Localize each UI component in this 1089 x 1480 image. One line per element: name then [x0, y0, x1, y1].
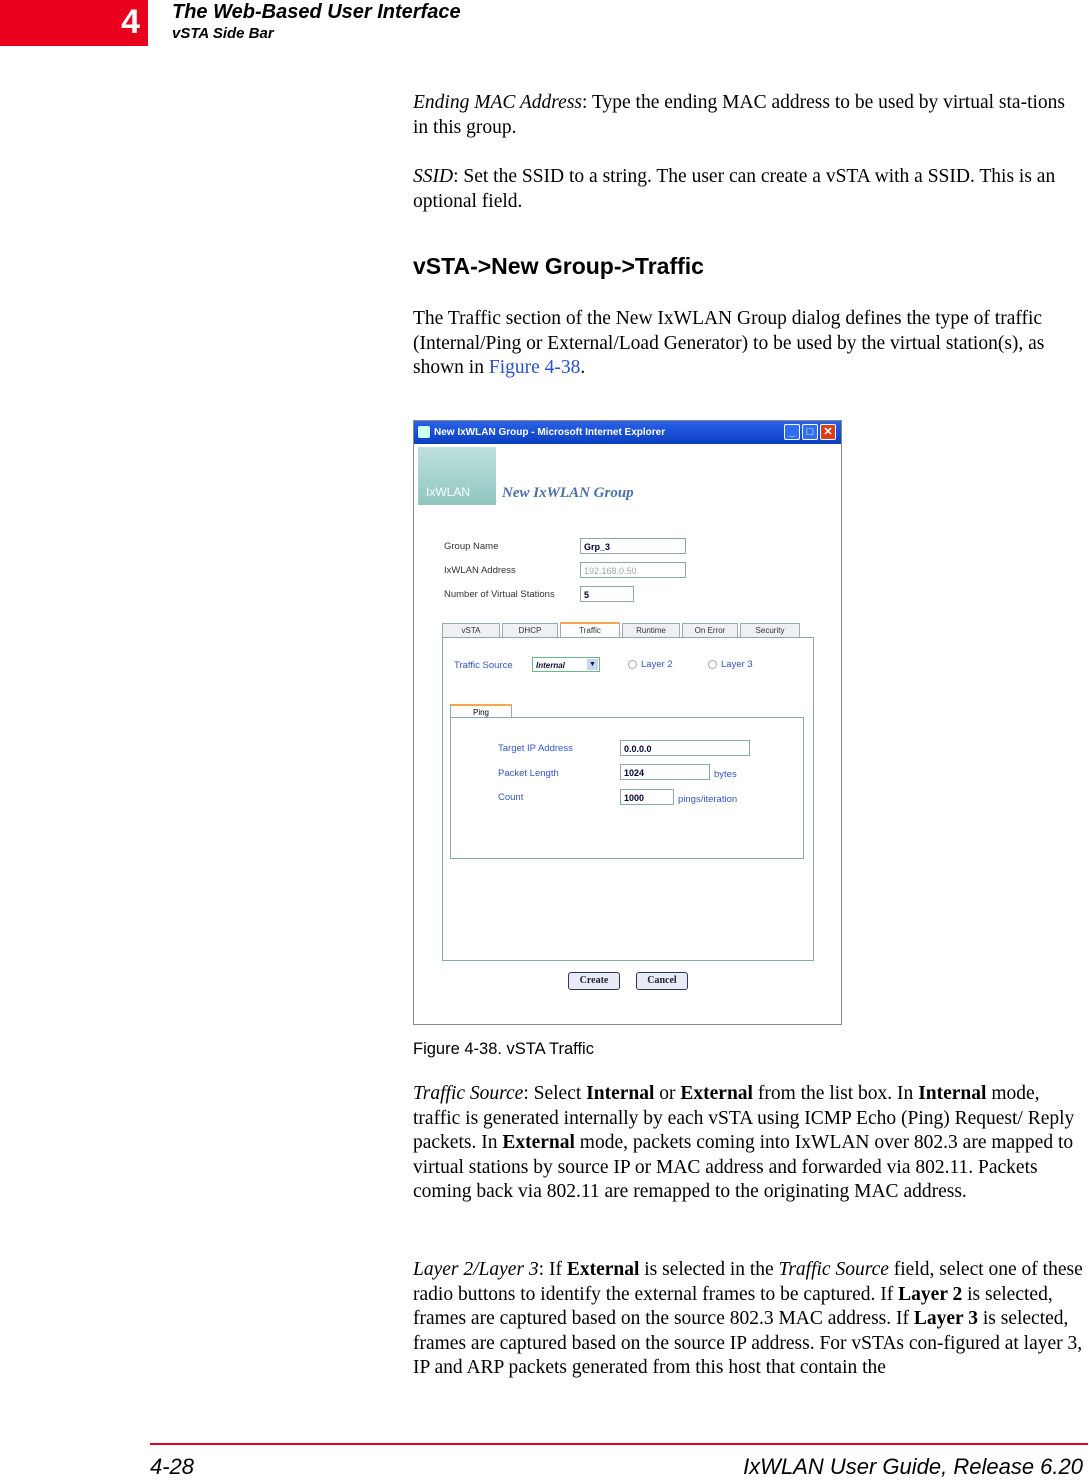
- tab-dhcp[interactable]: DHCP: [502, 623, 558, 637]
- count-input[interactable]: 1000: [620, 789, 674, 805]
- header-subtitle: vSTA Side Bar: [172, 25, 274, 42]
- target-ip-label: Target IP Address: [498, 743, 573, 754]
- text: : If: [538, 1259, 567, 1280]
- text: The Traffic section of the New IxWLAN Group dialog defines the type of traffic (Internal/Ping or External/Load Generator) to be used by the virtual station(s), as shown in: [413, 308, 1045, 378]
- italic-term: Traffic Source: [778, 1259, 889, 1280]
- count-label: Count: [498, 792, 524, 803]
- radio-layer2[interactable]: [628, 659, 673, 670]
- create-button[interactable]: Create: [568, 972, 620, 990]
- text: .: [580, 357, 586, 378]
- text: mode, traffic is generated internally by each vSTA using ICMP Echo (Ping) Request/ Reply packets. In: [413, 1083, 1075, 1153]
- stations-label: Number of Virtual Stations: [444, 589, 555, 600]
- maximize-icon[interactable]: □: [802, 424, 818, 440]
- paragraph-traffic-source: [413, 1082, 1085, 1205]
- term: Ending MAC Address: [413, 92, 582, 113]
- bold-term: External: [566, 1259, 640, 1280]
- text: : Select: [523, 1083, 587, 1104]
- term: Traffic Source: [413, 1083, 524, 1104]
- bold-term: Internal: [918, 1083, 987, 1104]
- group-name-input[interactable]: Grp_3: [580, 538, 686, 554]
- packet-length-unit: bytes: [714, 769, 737, 780]
- paragraph-traffic-intro: [413, 307, 1085, 381]
- packet-length-label: Packet Length: [498, 768, 559, 779]
- address-label: IxWLAN Address: [444, 565, 516, 576]
- window-title: New IxWLAN Group - Microsoft Internet Explorer: [434, 427, 666, 438]
- term: Layer 2/Layer 3: [413, 1259, 539, 1280]
- stations-input[interactable]: 5: [580, 586, 634, 602]
- header-title: The Web-Based User Interface: [172, 1, 461, 23]
- traffic-source-value: Internal: [536, 661, 565, 670]
- group-name-label: Group Name: [444, 541, 499, 552]
- chevron-down-icon[interactable]: ▼: [587, 659, 598, 670]
- tab-security[interactable]: Security: [740, 623, 800, 637]
- tab-ping[interactable]: Ping: [450, 704, 512, 718]
- text: mode, packets coming into IxWLAN over 802.3 are mapped to virtual stations by source IP or MAC address and forwarded via 802.11. Packets coming back via 802.11 are remapped to the originating MAC address.: [413, 1132, 1074, 1202]
- app-title: New IxWLAN Group: [502, 485, 634, 501]
- radio-layer3-label: Layer 3: [721, 659, 753, 670]
- text: field, select one of these radio buttons to identify the external frames to be captured. If: [413, 1259, 1083, 1305]
- tab-traffic[interactable]: Traffic: [560, 622, 620, 637]
- bold-term: Internal: [586, 1083, 655, 1104]
- text: : Type the ending MAC address to be used by virtual sta-tions in this group.: [413, 92, 1065, 138]
- tab-runtime[interactable]: Runtime: [622, 623, 680, 637]
- packet-length-input[interactable]: 1024: [620, 764, 710, 780]
- target-ip-input[interactable]: 0.0.0.0: [620, 740, 750, 756]
- figure-caption: Figure 4-38. vSTA Traffic: [413, 1040, 594, 1058]
- radio-circle-icon[interactable]: [708, 660, 717, 669]
- ie-icon: [418, 426, 430, 438]
- paragraph-ending-mac: [413, 91, 1085, 140]
- close-icon[interactable]: ✕: [820, 424, 836, 440]
- text: is selected in the: [639, 1259, 779, 1280]
- section-heading: vSTA->New Group->Traffic: [413, 253, 704, 279]
- paragraph-layer: [413, 1258, 1085, 1381]
- bold-term: External: [502, 1132, 575, 1153]
- text: is selected, frames are captured based on the source 802.3 MAC address. If: [413, 1283, 1053, 1329]
- page-number: 4-28: [150, 1454, 195, 1479]
- tab-on-error[interactable]: On Error: [682, 623, 738, 637]
- chapter-number: 4: [121, 3, 140, 41]
- footer-divider: [150, 1443, 1088, 1445]
- chapter-tab: [0, 0, 148, 46]
- minimize-icon[interactable]: _: [784, 424, 800, 440]
- traffic-source-select[interactable]: [532, 657, 600, 672]
- text: is selected, frames are captured based on the source IP address. For vSTAs con-figured at layer 3, IP and ARP packets generated from this host that contain the: [413, 1308, 1083, 1378]
- tab-vsta[interactable]: vSTA: [442, 623, 500, 637]
- radio-circle-icon[interactable]: [628, 660, 637, 669]
- paragraph-ssid: [413, 165, 1085, 214]
- traffic-source-label: Traffic Source: [454, 660, 513, 671]
- term: SSID: [413, 166, 454, 187]
- bold-term: Layer 2: [898, 1283, 963, 1305]
- text: or: [654, 1083, 681, 1104]
- figure-link[interactable]: Figure 4-38: [488, 357, 581, 378]
- bold-term: Layer 3: [913, 1308, 978, 1329]
- ixwlan-logo: [418, 447, 496, 505]
- bold-term: External: [680, 1083, 753, 1104]
- text: : Set the SSID to a string. The user can create a vSTA with a SSID. This is an optional field.: [413, 166, 1056, 212]
- logo-text: IxWLAN: [426, 485, 471, 499]
- cancel-button[interactable]: Cancel: [636, 972, 688, 990]
- text: from the list box. In: [752, 1083, 919, 1104]
- book-title: IxWLAN User Guide, Release 6.20: [743, 1454, 1083, 1479]
- radio-layer3[interactable]: [708, 659, 753, 670]
- figure-screenshot: [413, 420, 842, 1025]
- ping-panel: [450, 717, 804, 859]
- count-unit: pings/iteration: [678, 794, 738, 805]
- window-titlebar: [414, 421, 841, 444]
- radio-layer2-label: Layer 2: [641, 659, 673, 670]
- address-input[interactable]: 192.168.0.50: [580, 562, 686, 578]
